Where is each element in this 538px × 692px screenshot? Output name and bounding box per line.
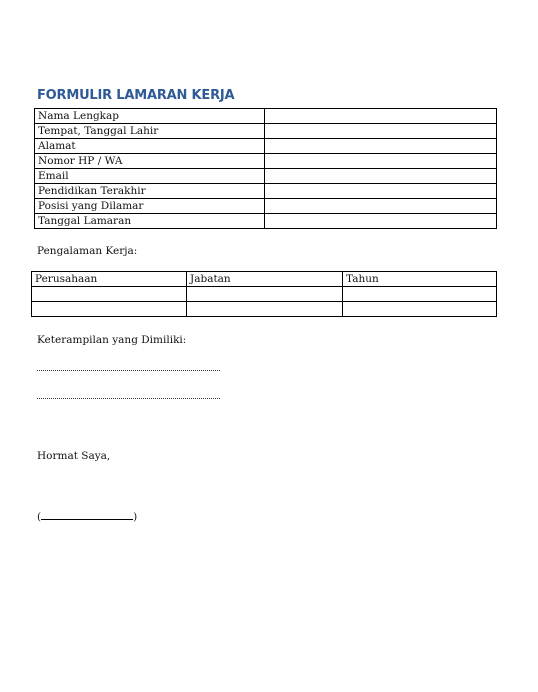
column-header: Perusahaan (32, 272, 187, 287)
field-value[interactable] (265, 184, 497, 199)
field-value[interactable] (265, 109, 497, 124)
signature-close-paren: ) (133, 511, 138, 523)
table-row (35, 139, 497, 154)
table-row (32, 287, 497, 302)
signature-open-paren: ( (37, 511, 42, 523)
table-row (35, 154, 497, 169)
signature-line (41, 510, 133, 520)
table-cell[interactable] (343, 287, 497, 302)
field-value[interactable] (265, 169, 497, 184)
field-label: Posisi yang Dilamar (35, 199, 265, 214)
table-cell[interactable] (32, 302, 187, 317)
table-row (35, 109, 497, 124)
field-value[interactable] (265, 139, 497, 154)
field-label: Email (35, 169, 265, 184)
field-label: Tempat, Tanggal Lahir (35, 124, 265, 139)
skills-line-1[interactable] (37, 370, 220, 371)
field-label: Tanggal Lamaran (35, 214, 265, 229)
table-cell[interactable] (343, 302, 497, 317)
table-row (35, 169, 497, 184)
personal-info-table (34, 108, 497, 229)
field-value[interactable] (265, 154, 497, 169)
signature-field[interactable] (37, 510, 137, 523)
field-label: Nama Lengkap (35, 109, 265, 124)
experience-table (31, 271, 497, 317)
table-cell[interactable] (32, 287, 187, 302)
field-label: Alamat (35, 139, 265, 154)
closing-text: Hormat Saya, (37, 450, 111, 462)
field-value[interactable] (265, 199, 497, 214)
table-row (35, 199, 497, 214)
form-title: FORMULIR LAMARAN KERJA (37, 88, 235, 103)
experience-heading: Pengalaman Kerja: (37, 245, 138, 257)
table-row (35, 184, 497, 199)
field-value[interactable] (265, 214, 497, 229)
table-header-row (32, 272, 497, 287)
skills-heading: Keterampilan yang Dimiliki: (37, 334, 187, 346)
field-value[interactable] (265, 124, 497, 139)
skills-line-2[interactable] (37, 398, 220, 399)
table-row (32, 302, 497, 317)
field-label: Pendidikan Terakhir (35, 184, 265, 199)
table-cell[interactable] (187, 302, 343, 317)
column-header: Jabatan (187, 272, 343, 287)
table-row (35, 124, 497, 139)
column-header: Tahun (343, 272, 497, 287)
table-cell[interactable] (187, 287, 343, 302)
field-label: Nomor HP / WA (35, 154, 265, 169)
table-row (35, 214, 497, 229)
